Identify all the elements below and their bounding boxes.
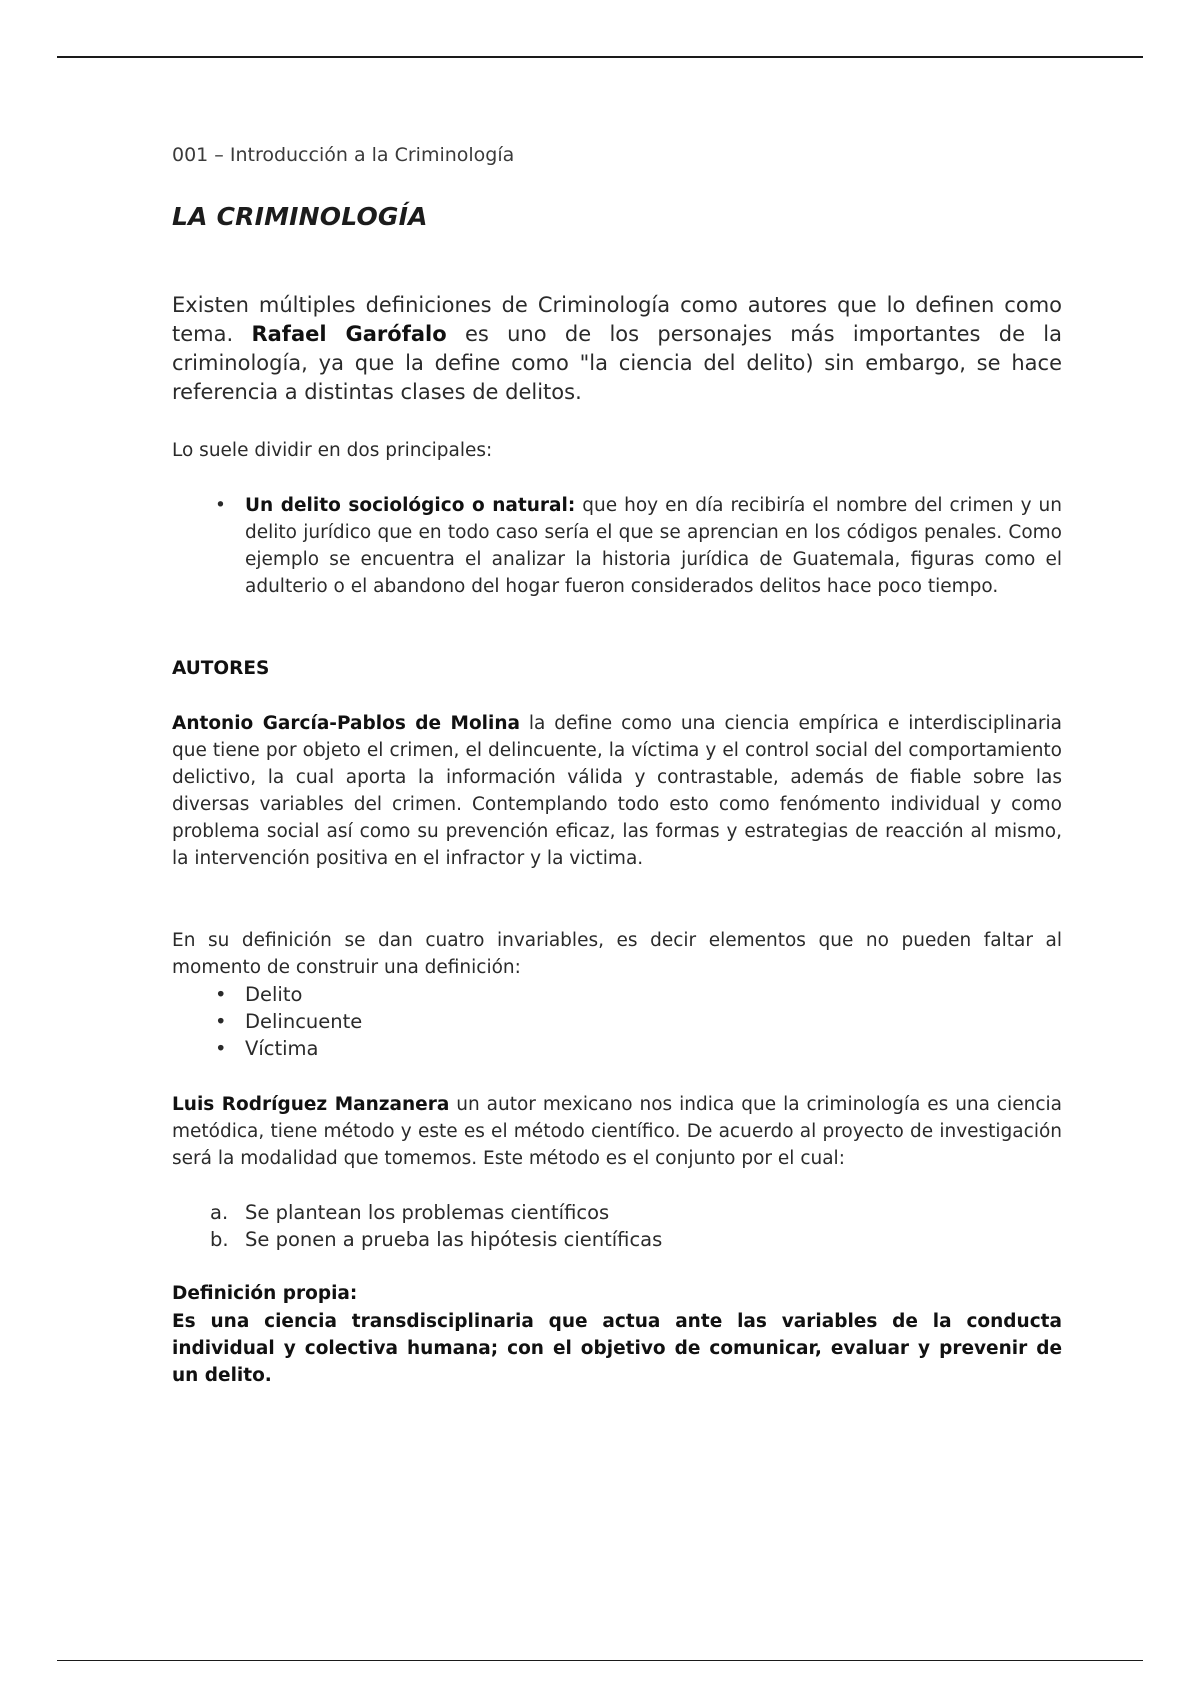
list-item [172,981,1062,1008]
invariable-label: Delito [245,983,303,1006]
bullet-text: que hoy en día recibiría el nombre del crimen y un delito jurídico que en todo caso sería el que se aprencian en los códigos penales. Como ejemplo se encuentra el analizar la historia jurídica de Guatemala, figuras como el adulterio o el abandono del hogar fueron considerados delitos hace poco tiempo. [245,495,1062,597]
page-title: LA CRIMINOLOGÍA [172,202,428,231]
bullet-icon: • [215,495,226,516]
author-name-garcia: Antonio García-Pablos de Molina [172,713,521,734]
invariable-label: Víctima [245,1037,319,1060]
own-definition-heading: Definición propia: [172,1283,358,1304]
step-text: Se plantean los problemas científicos [245,1201,610,1224]
invariables-list [172,981,1062,1062]
bullet-icon: • [215,1010,227,1033]
own-definition-text: Es una ciencia transdisciplinaria que actua ante las variables de la conducta individual y colectiva humana; con el objetivo de comunicar, evaluar y prevenir de un delito. [172,1311,1062,1386]
division-list [172,492,1062,600]
invariable-label: Delincuente [245,1010,363,1033]
invariables-lead: En su definición se dan cuatro invariables, es decir elementos que no pueden faltar al momento de construir una definición: [172,930,1062,978]
list-item [172,492,1062,600]
intro-text-after: es uno de los personajes más importantes de la criminología, ya que la define como "la ciencia del delito) sin embargo, se hace referencia a distintas clases de delitos. [172,322,1062,404]
list-item [172,1008,1062,1035]
authors-heading: AUTORES [172,658,270,679]
division-lead: Lo suele dividir en dos principales: [172,440,493,461]
author-name-garofalo: Rafael Garófalo [251,322,447,346]
luis-text: un autor mexicano nos indica que la criminología es una ciencia metódica, tiene método y este es el método científico. De acuerdo al proyecto de investigación será la modalidad que tomemos. Este método es el conjunto por el cual: [172,1094,1062,1169]
list-item [172,1035,1062,1062]
garcia-paragraph [172,710,1062,872]
bullet-lead: Un delito sociológico o natural: [245,495,576,516]
bullet-icon: • [215,983,227,1006]
course-label: 001 – Introducción a la Criminología [172,144,515,166]
step-marker: a. [210,1201,229,1224]
bottom-rule [57,1660,1143,1661]
step-marker: b. [210,1228,229,1251]
steps-list [172,1199,1062,1253]
list-item [172,1199,1062,1226]
list-item [172,1226,1062,1253]
author-name-luis: Luis Rodríguez Manzanera [172,1094,450,1115]
bullet-icon: • [215,1037,227,1060]
step-text: Se ponen a prueba las hipótesis científicas [245,1228,663,1251]
intro-text-before: Existen múltiples definiciones de Criminología como autores que lo definen como tema. [172,293,1062,346]
top-rule [57,56,1143,58]
intro-paragraph [172,291,1062,407]
garcia-text: la define como una ciencia empírica e interdisciplinaria que tiene por objeto el crimen, el delincuente, la víctima y el control social del comportamiento delictivo, la cual aporta la información válida y contrastable, además de fiable sobre las diversas variables del crimen. Contemplando todo esto como fenómento individual y como problema social así como su prevención eficaz, las formas y estrategias de reacción al mismo, la intervención positiva en el infractor y la victima. [172,713,1062,869]
luis-paragraph [172,1091,1062,1172]
